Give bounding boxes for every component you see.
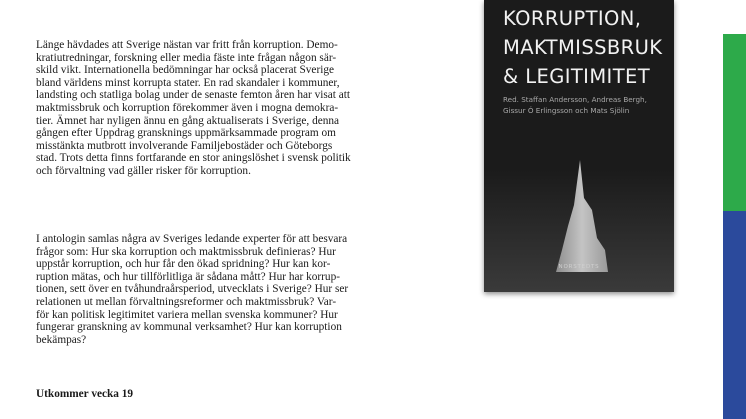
page-fragment-mark [36,0,56,2]
intro-paragraph: Länge hävdades att Sverige nästan var fritt från korruption. Demo- kratiutredningar, forskning eller media fäste inte frågan någon sär- skild vikt. Internationella bedömningar har också placerat Sverige bland världens minst korrupta stater. En rad skandaler i kommuner, landsting och statliga bolag under de senaste femton åren har visat att maktmissbruk och korruption förekommer även i mogna demokra- tier. Ämnet har nyligen ännu en gång aktualiserats i Sverige, denna gången efter Uppdrag gransknings uppmärksammade program om misstänkta mutbrott involverande Familjebostäder och Göteborgs stad. Trots detta finns fortfarande en stor aningslöshet i svensk politik och förvaltning vad gäller risker för korruption. [36,39,351,177]
editors-line: Gissur Ó Erlingsson och Mats Sjölin [503,106,630,115]
blue-band [723,211,746,419]
book-cover [484,0,674,292]
release-info: Utkommer vecka 19 [36,388,134,400]
book-title-line: KORRUPTION, [503,7,642,30]
book-title-line: MAKTMISSBRUK [503,36,663,59]
editors-line: Red. Staffan Andersson, Andreas Bergh, [503,95,647,104]
book-editors [503,94,668,116]
questions-paragraph: I antologin samlas några av Sveriges ledande experter för att besvara frågor som: Hur ska korruption och maktmissbruk definieras? Hur uppstår korruption, och hur får den ökad spridning? Hur kan kor- ruption mätas, och hur tillförlitliga är sådana mått? Hur har korrup- tionen, sett över en tvåhundraårsperiod, utvecklats i Sverige? Hur ser relationen ut mellan förvaltningsreformer och maktmissbruk? Var- för kan politisk legitimitet variera mellan svenska kommuner? Hur fungerar granskning av kommunal verksamhet? Hur kan korruption bekämpas? [36,233,349,346]
book-title-line: & LEGITIMITET [503,65,651,88]
publisher-logo: NORSTEDTS [558,264,600,270]
green-band [723,34,746,211]
book-title [503,4,673,91]
